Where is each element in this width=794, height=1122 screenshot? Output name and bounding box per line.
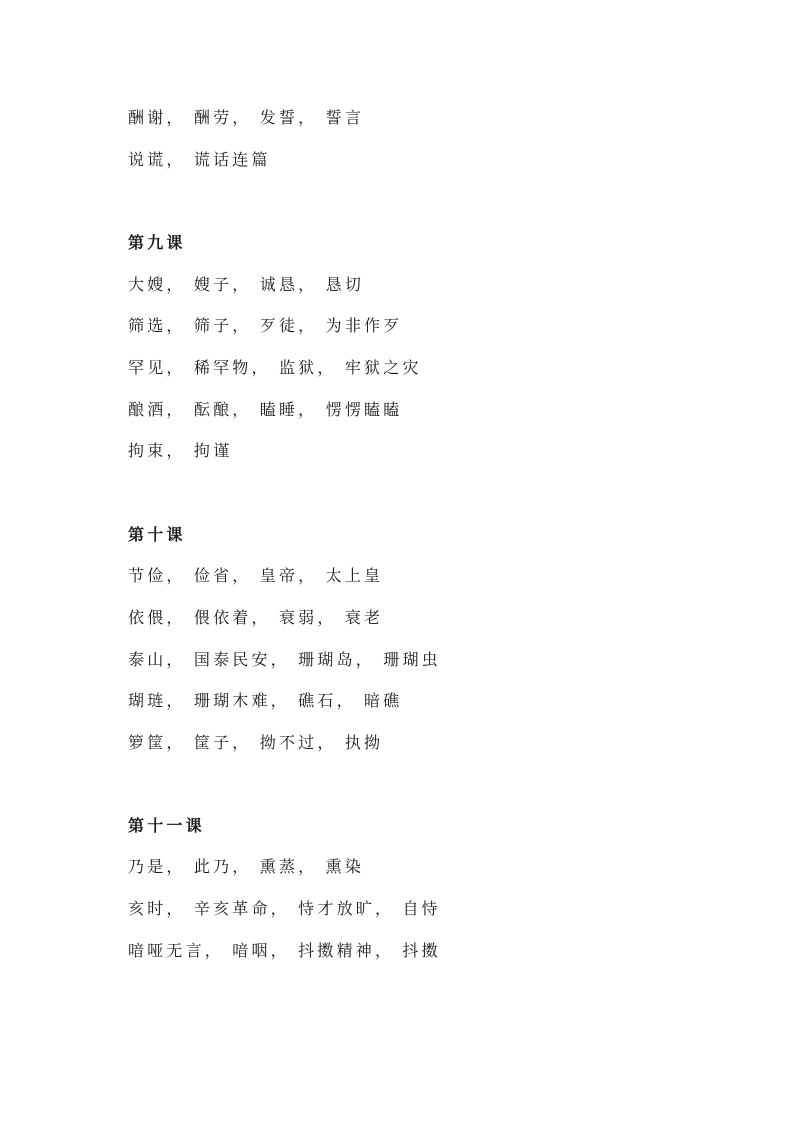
vocab-line: 酬谢， 酬劳， 发誓， 誓言 <box>128 108 365 127</box>
vocab-line: 喑哑无言， 喑咽， 抖擞精神， 抖擞 <box>128 941 441 960</box>
vocab-line: 大嫂， 嫂子， 诚恳， 恳切 <box>128 275 365 294</box>
vocab-line: 筛选， 筛子， 歹徒， 为非作歹 <box>128 316 403 335</box>
lesson-heading: 第十一课 <box>128 816 205 835</box>
vocab-line: 瑚琏， 珊瑚木难， 礁石， 暗礁 <box>128 691 403 710</box>
vocab-line: 酿酒， 酝酿， 瞌睡， 愣愣瞌瞌 <box>128 400 403 419</box>
vocab-line: 拘束， 拘谨 <box>128 441 233 460</box>
vocab-line: 泰山， 国泰民安， 珊瑚岛， 珊瑚虫 <box>128 650 441 669</box>
vocab-line: 罕见， 稀罕物， 监狱， 牢狱之灾 <box>128 358 422 377</box>
vocab-line: 亥时， 辛亥革命， 恃才放旷， 自恃 <box>128 899 441 918</box>
vocab-line: 箩筐， 筐子， 拗不过， 执拗 <box>128 733 384 752</box>
vocab-line: 节俭， 俭省， 皇帝， 太上皇 <box>128 566 384 585</box>
vocab-line: 乃是， 此乃， 熏蒸， 熏染 <box>128 857 365 876</box>
vocab-line: 依偎， 偎依着， 衰弱， 衰老 <box>128 608 384 627</box>
lesson-heading: 第九课 <box>128 233 186 252</box>
lesson-heading: 第十课 <box>128 525 186 544</box>
vocab-line: 说谎， 谎话连篇 <box>128 150 271 169</box>
